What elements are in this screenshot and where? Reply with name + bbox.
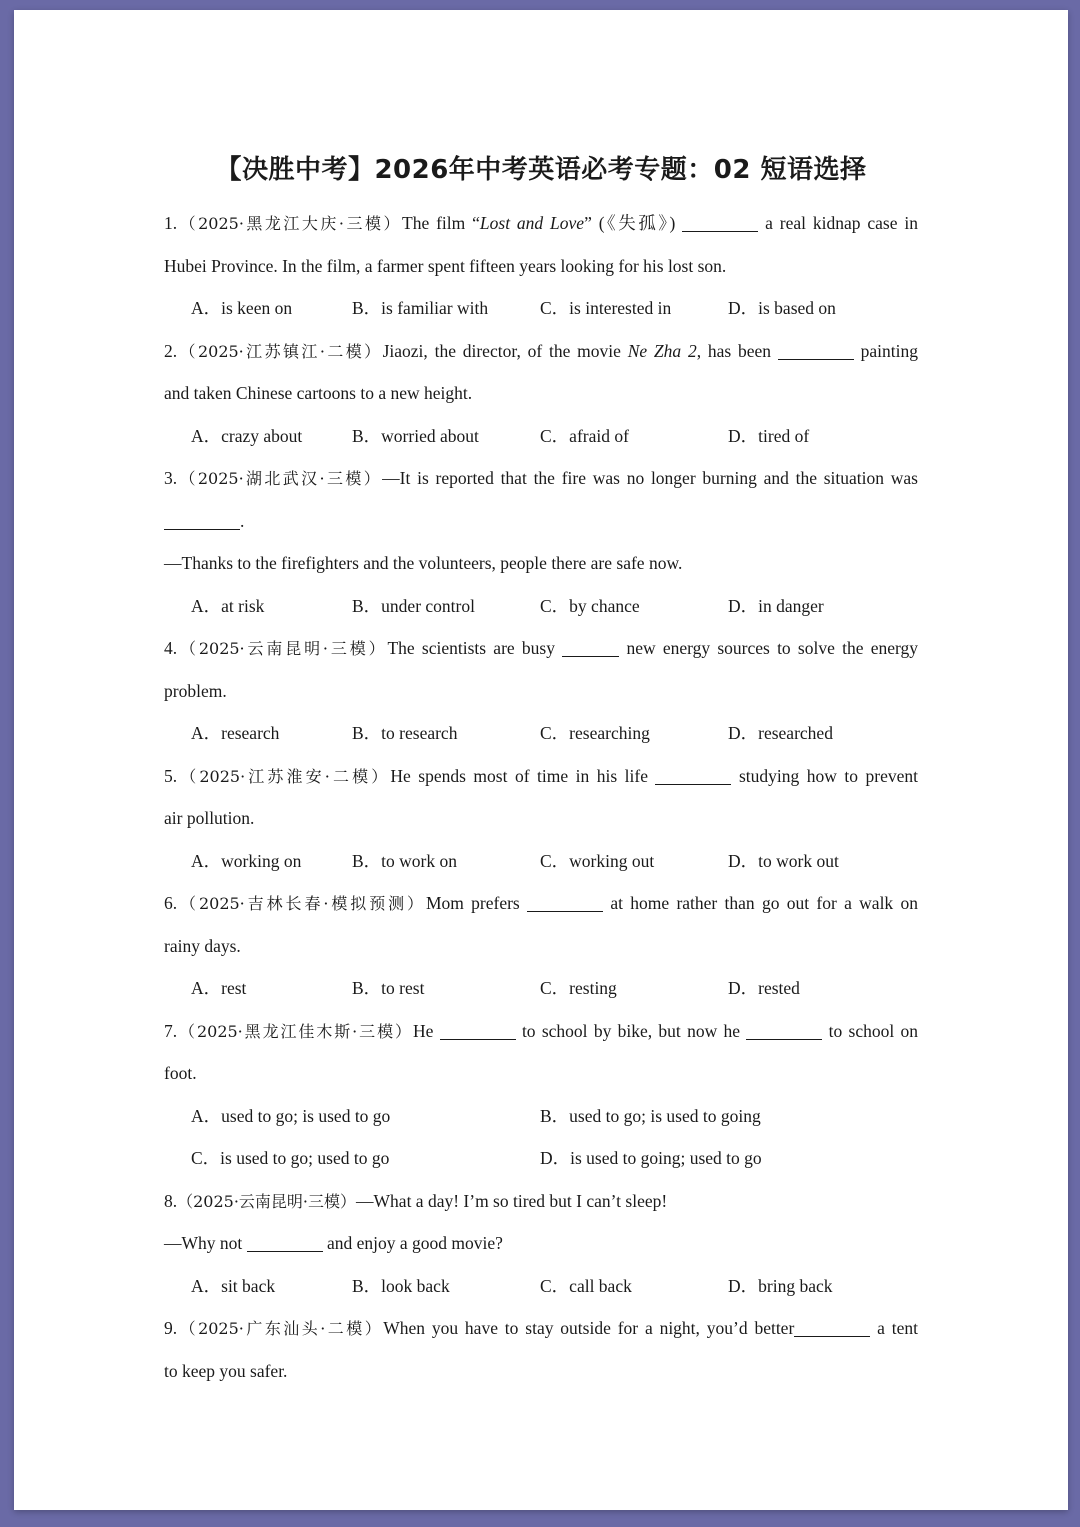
question-number: 8. [164,1190,178,1211]
question-5-line-1: 5.（2025·江苏淮安·二模）He spends most of time in his life studying how to prevent [164,765,918,786]
option-c: C．afraid of [540,425,629,446]
question-8-line-1: 8.（2025·云南昆明·三模）—What a day! I’m so tired but I can’t sleep! [164,1190,668,1211]
answer-blank [746,1021,822,1040]
document-content [164,150,918,1392]
option-c: C．is interested in [540,298,672,318]
option-a: A．crazy about [191,425,303,446]
option-b: B．used to go; is used to going [540,1105,761,1126]
question-6-line-1: 6.（2025·吉林长春·模拟预测）Mom prefers at home rather than go out for a walk on [164,893,918,913]
question-9-line-1: 9.（2025·广东汕头·二模）When you have to stay outside for a night, you’d better a tent [164,1318,918,1338]
question-number: 1. [164,213,178,233]
question-6-options [164,967,918,1010]
option-a: A．is keen on [191,298,293,318]
option-b: B．look back [352,1275,450,1296]
answer-blank [440,1021,516,1040]
option-d: D．researched [728,723,833,743]
answer-blank [794,1319,870,1338]
answer-blank [247,1234,323,1253]
option-a: A．research [191,723,280,743]
option-c: C．call back [540,1275,632,1296]
question-7-options-row-2 [164,1137,918,1180]
option-d: D．rested [728,978,800,998]
answer-blank [562,639,619,658]
question-3-line-2: . [164,500,918,543]
option-c: C．resting [540,978,617,998]
page-title: 【决胜中考】2026年中考英语必考专题：02 短语选择 [215,155,867,185]
question-7-line-2: foot. [164,1063,197,1083]
question-4-line-2: problem. [164,680,227,701]
question-5-line-2: air pollution. [164,808,255,828]
question-number: 4. [164,638,178,658]
answer-blank [655,766,731,785]
option-d: D．to work out [728,850,839,871]
question-number: 2. [164,340,178,361]
question-2-options [164,415,918,458]
option-b: B．under control [352,595,475,616]
answer-blank [682,214,758,233]
option-a: A．used to go; is used to go [191,1105,391,1126]
question-7-line-1: 7.（2025·黑龙江佳木斯·三模）He to school by bike, but now he to school on [164,1020,918,1041]
question-source: （2025·吉林长春·模拟预测） [177,894,426,913]
question-2-line-1: 2.（2025·江苏镇江·二模）Jiaozi, the director, of the movie Ne Zha 2, has been painting [164,340,918,361]
movie-title: Ne Zha 2 [627,340,697,361]
question-8-options [164,1265,918,1308]
question-1-line-2: Hubei Province. In the film, a farmer spent fifteen years looking for his lost son. [164,255,727,276]
option-d: D．bring back [728,1275,833,1296]
option-d: D．is based on [728,298,836,318]
answer-blank [778,341,854,360]
question-source: （2025·广东汕头·二模） [177,1319,384,1338]
option-d: D．is used to going; used to go [540,1148,762,1168]
question-6-line-2: rainy days. [164,935,241,956]
option-a: A．rest [191,978,247,998]
question-source: （2025·江苏淮安·二模） [177,766,391,786]
question-number: 3. [164,468,178,488]
option-c: C．researching [540,723,650,743]
question-8-line-2: —Why not and enjoy a good movie? [164,1233,503,1253]
option-b: B．is familiar with [352,298,489,318]
question-3-line-1: 3.（2025·湖北武汉·三模）—It is reported that the fire was no longer burning and the situation was [164,468,918,488]
question-source: （2025·云南昆明·三模） [177,1191,357,1211]
question-1-line-1: 1.（2025·黑龙江大庆·三模）The film “Lost and Love” (《失孤》) a real kidnap case in [164,213,918,233]
option-a: A．at risk [191,595,265,616]
question-source: （2025·云南昆明·三模） [177,639,388,658]
question-number: 7. [164,1020,178,1041]
option-d: D．tired of [728,425,810,446]
question-number: 5. [164,765,178,786]
question-number: 9. [164,1318,178,1338]
question-source: （2025·黑龙江佳木斯·三模） [177,1021,413,1041]
question-number: 6. [164,893,178,913]
option-c: C．is used to go; used to go [191,1148,390,1168]
question-3-options [164,585,918,628]
question-1-options [164,287,918,330]
question-source: （2025·湖北武汉·三模） [177,469,383,488]
option-b: B．to research [352,723,458,743]
question-9-line-2: to keep you safer. [164,1360,288,1381]
question-3-line-3: —Thanks to the firefighters and the volunteers, people there are safe now. [164,553,683,573]
answer-blank [527,894,603,913]
option-a: A．sit back [191,1275,276,1296]
question-5-options [164,840,918,883]
option-b: B．to rest [352,978,425,998]
answer-blank [164,511,240,530]
question-source: （2025·江苏镇江·二模） [177,341,383,361]
question-4-options [164,712,918,755]
option-b: B．to work on [352,850,457,871]
film-title: Lost and Love [479,213,585,233]
option-c: C．by chance [540,595,640,616]
option-a: A．working on [191,850,302,871]
option-d: D．in danger [728,595,824,616]
question-source: （2025·黑龙江大庆·三模） [177,214,403,233]
question-7-options-row-1 [164,1095,918,1138]
option-b: B．worried about [352,425,479,446]
question-4-line-1: 4.（2025·云南昆明·三模）The scientists are busy new energy sources to solve the energy [164,638,918,658]
option-c: C．working out [540,850,655,871]
document-page [14,10,1068,1510]
question-2-line-2: and taken Chinese cartoons to a new height. [164,383,473,403]
